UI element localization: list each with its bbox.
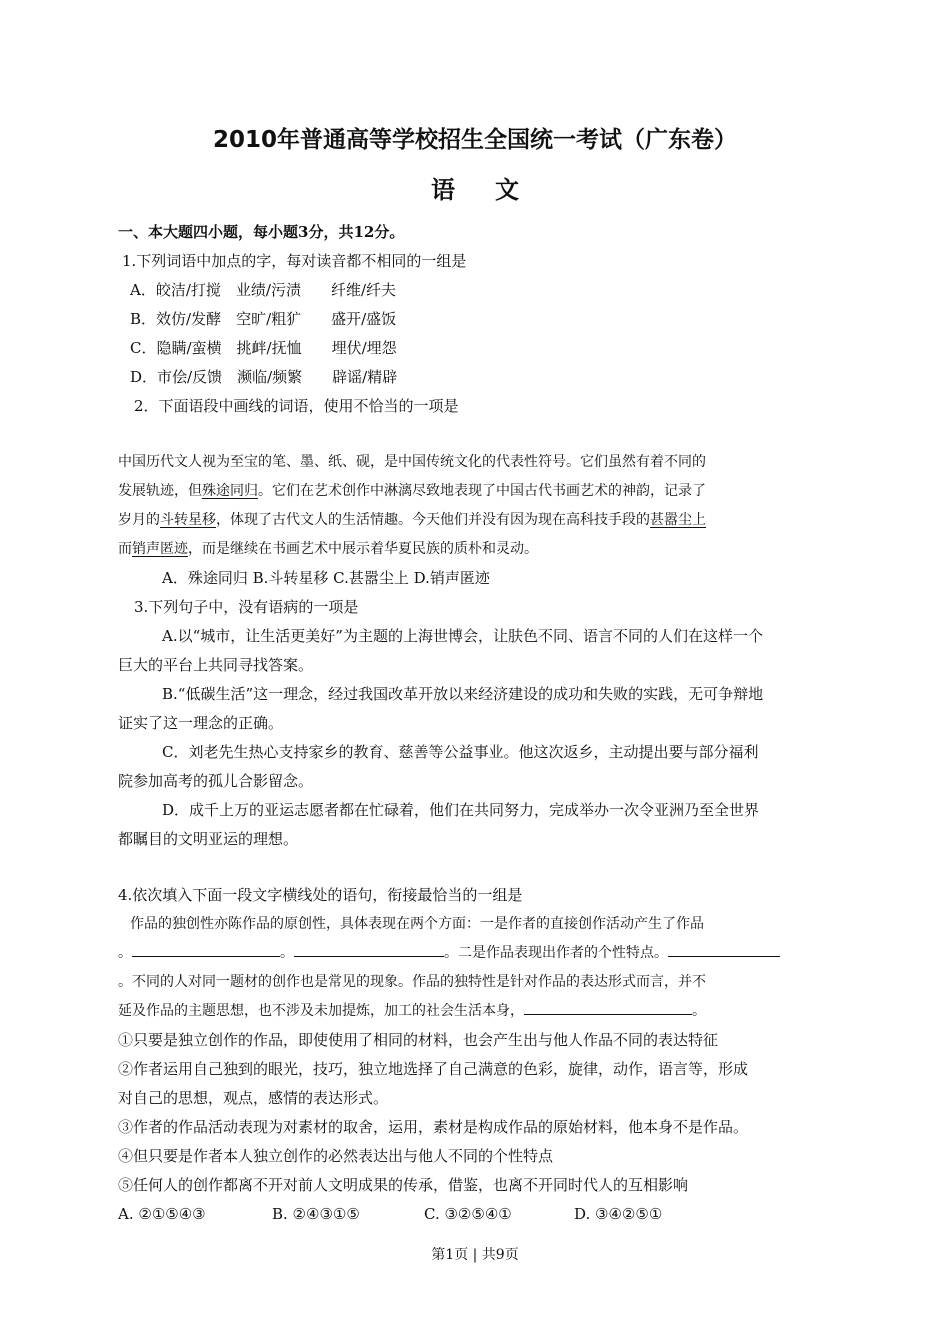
underlined-term: 殊途同归 <box>202 483 258 499</box>
q4-paragraph-line-2 <box>118 942 780 964</box>
q1-option-d: D．市侩/反馈 濒临/频繁 辟谣/精辟 <box>130 368 398 386</box>
q1-option-b: B．效仿/发酵 空旷/粗犷 盛开/盛饭 <box>130 310 397 328</box>
q3-option-b-line-2: 证实了这一理念的正确。 <box>118 714 284 732</box>
underlined-term: 甚嚣尘上 <box>650 512 706 528</box>
q4-item-4: ④但只要是作者本人独立创作的必然表达出与他人不同的个性特点 <box>118 1147 554 1165</box>
q2-stem: 2．下面语段中画线的词语，使用不恰当的一项是 <box>134 397 459 415</box>
passage-text: 。二是作品表现出作者的个性特点。 <box>444 945 668 961</box>
q4-item-1: ①只要是独立创作的作品，即使使用了相同的材料，也会产生出与他人作品不同的表达特征 <box>118 1031 719 1049</box>
q4-option-d: D. ③④②⑤① <box>574 1205 663 1223</box>
q4-option-b: B. ②④③①⑤ <box>272 1205 360 1223</box>
q3-stem: 3.下列句子中，没有语病的一项是 <box>134 598 359 616</box>
passage-text: 岁月的 <box>118 512 160 528</box>
q3-option-c-line-2: 院参加高考的孤儿合影留念。 <box>118 772 314 790</box>
q1-option-c: C．隐瞒/蛮横 挑衅/抚恤 埋伏/埋怨 <box>130 339 397 357</box>
passage-text: 。 <box>280 945 294 961</box>
passage-text: 发展轨迹，但 <box>118 483 202 499</box>
q3-option-a-line-1: A.以“城市，让生活更美好”为主题的上海世博会，让肤色不同、语言不同的人们在这样一个 <box>162 627 763 645</box>
passage-text: 。 <box>692 1003 706 1019</box>
q4-paragraph-line-4 <box>118 1000 706 1022</box>
q4-paragraph-line-3: 。不同的人对同一题材的创作也是常见的现象。作品的独特性是针对作品的表达形式而言，并不 <box>118 974 706 990</box>
fill-blank-3 <box>668 942 780 957</box>
passage-text: 延及作品的主题思想，也不涉及未加提炼，加工的社会生活本身， <box>118 1003 524 1019</box>
passage-text: ，体现了古代文人的生活情趣。今天他们并没有因为现在高科技手段的 <box>216 512 650 528</box>
passage-text: 而 <box>118 541 132 557</box>
q3-option-d-line-2: 都瞩目的文明亚运的理想。 <box>118 830 299 848</box>
underlined-term: 销声匿迹 <box>132 541 188 557</box>
q4-paragraph-line-1: 作品的独创性亦陈作品的原创性，具体表现在两个方面：一是作者的直接创作活动产生了作品 <box>130 916 704 932</box>
passage-text: 。 <box>118 945 132 961</box>
passage-text: 。它们在艺术创作中淋漓尽致地表现了中国古代书画艺术的神韵，记录了 <box>258 483 706 499</box>
q4-stem: 4.依次填入下面一段文字横线处的语句，衔接最恰当的一组是 <box>118 886 523 904</box>
q2-options: A．殊途同归 B.斗转星移 C.甚嚣尘上 D.销声匿迹 <box>162 569 490 587</box>
underlined-term: 斗转星移 <box>160 512 216 528</box>
q3-option-b-line-1: B.“低碳生活”这一理念，经过我国改革开放以来经济建设的成功和失败的实践，无可争辩地 <box>162 685 764 703</box>
q4-option-c: C. ③②⑤④① <box>424 1205 512 1223</box>
q2-passage-line-2 <box>118 480 706 502</box>
q4-item-2: ②作者运用自己独到的眼光，技巧，独立地选择了自己满意的色彩，旋律，动作，语言等，形成 <box>118 1060 749 1078</box>
q1-stem: 1.下列词语中加点的字，每对读音都不相同的一组是 <box>122 252 467 270</box>
q2-passage-line-3 <box>118 509 706 531</box>
q4-item-2-continued: 对自己的思想，观点，感情的表达形式。 <box>118 1089 389 1107</box>
page-number: 第1页 | 共9页 <box>431 1247 519 1263</box>
q3-option-c-line-1: C．刘老先生热心支持家乡的教育、慈善等公益事业。他这次返乡，主动提出要与部分福利 <box>162 743 759 761</box>
q1-option-a: A．皎洁/打搅 业绩/污渍 纤维/纤夫 <box>130 281 396 299</box>
fill-blank-4 <box>524 1000 692 1015</box>
q4-option-a: A. ②①⑤④③ <box>118 1205 206 1223</box>
q2-passage-line-1: 中国历代文人视为至宝的笔、墨、纸、砚，是中国传统文化的代表性符号。它们虽然有着不同的 <box>118 454 706 470</box>
passage-text: ，而是继续在书画艺术中展示着华夏民族的质朴和灵动。 <box>188 541 538 557</box>
q4-item-3: ③作者的作品活动表现为对素材的取舍，运用，素材是构成作品的原始材料，他本身不是作品。 <box>118 1118 749 1136</box>
subject-title: 语文 <box>431 176 559 204</box>
fill-blank-2 <box>294 942 444 957</box>
q2-passage-line-4 <box>118 538 538 560</box>
q3-option-d-line-1: D．成千上万的亚运志愿者都在忙碌着，他们在共同努力，完成举办一次令亚洲乃至全世界 <box>162 801 760 819</box>
exam-title: 2010年普通高等学校招生全国统一考试（广东卷） <box>212 127 737 153</box>
section-heading: 一、本大题四小题，每小题3分，共12分。 <box>118 223 405 241</box>
q4-item-5: ⑤任何人的创作都离不开对前人文明成果的传承，借鉴，也离不开同时代人的互相影响 <box>118 1176 689 1194</box>
fill-blank-1 <box>132 942 280 957</box>
q3-option-a-line-2: 巨大的平台上共同寻找答案。 <box>118 656 314 674</box>
